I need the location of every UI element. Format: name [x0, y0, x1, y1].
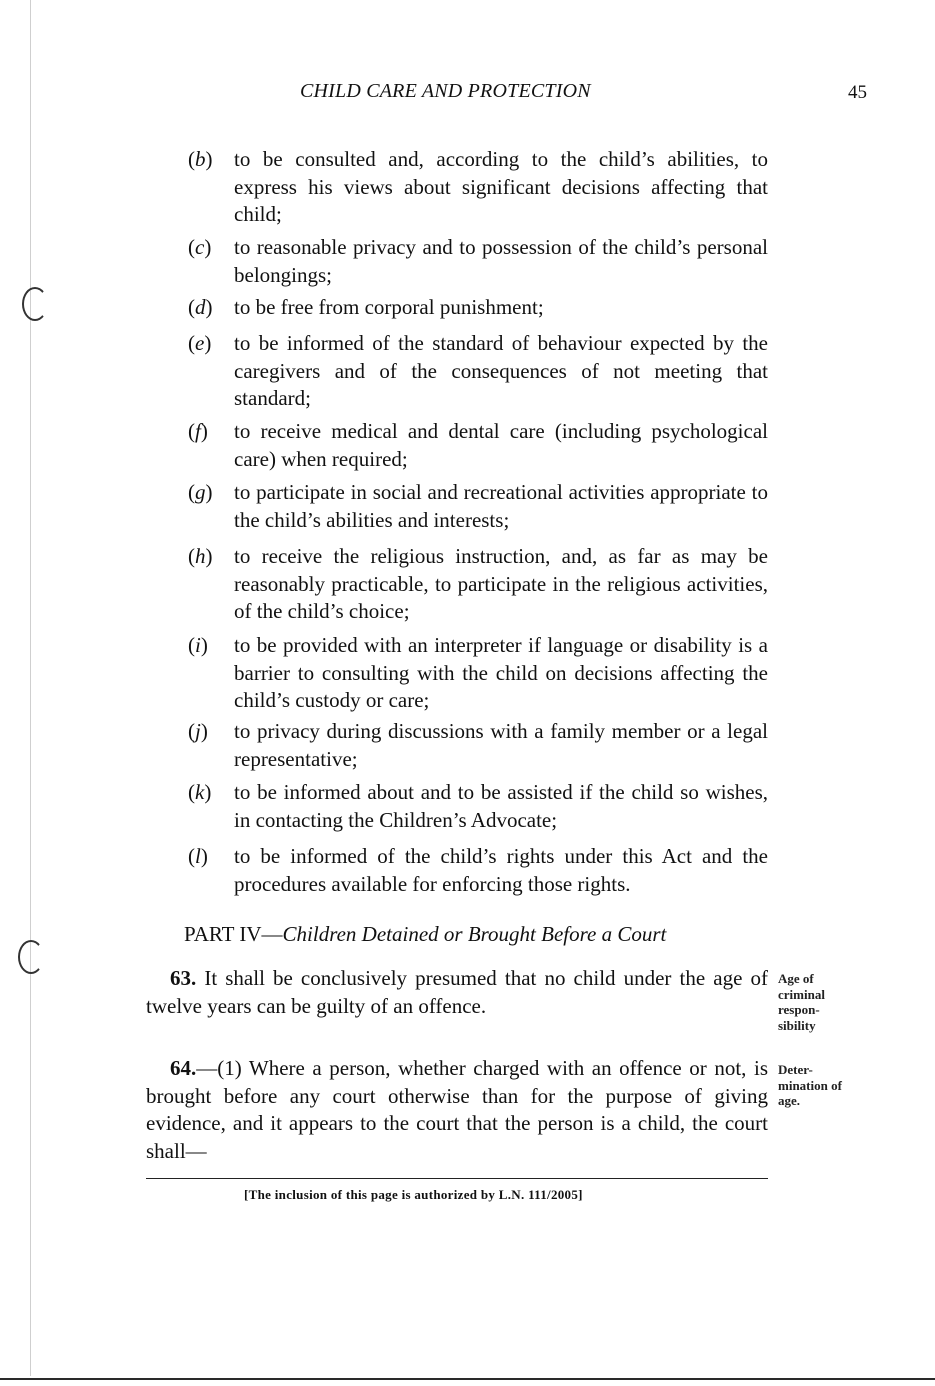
clause-label: (g) [188, 480, 213, 504]
clause-text: to be informed of the standard of behaviour expected by the caregivers and of the consequences of not meeting that standard; [234, 331, 768, 410]
clause-text: to be informed of the child’s rights under this Act and the procedures available for enforcing those rights. [234, 844, 768, 896]
clause-text: to be informed about and to be assisted if the child so wishes, in contacting the Children’s Advocate; [234, 780, 768, 832]
margin-note-age-of-criminal-responsibility: Age of criminal respon-sibility [778, 971, 825, 1033]
section-text: It shall be conclusively presumed that no child under the age of twelve years can be guilty of an offence. [146, 966, 768, 1018]
clause-f [188, 418, 768, 473]
clause-text: to receive the religious instruction, and, as far as may be reasonably practicable, to participate in the religious activities, of the child’s choice; [234, 544, 768, 623]
section-number: 63. [170, 966, 197, 990]
clause-text: to be provided with an interpreter if language or disability is a barrier to consulting with the child on decisions affecting the child’s custody or care; [234, 633, 768, 712]
clause-label: (e) [188, 331, 212, 355]
clause-h [188, 543, 768, 626]
clause-j [188, 718, 768, 773]
section-text: —(1) Where a person, whether charged with an offence or not, is brought before any court otherwise than for the purpose of giving evidence, and it appears to the court that the person is a child, the court shall— [146, 1056, 768, 1163]
clause-label: (k) [188, 780, 212, 804]
clause-c [188, 234, 768, 289]
clause-i [188, 632, 768, 715]
clause-label: (j) [188, 719, 208, 743]
clause-text: to be free from corporal punishment; [234, 295, 544, 319]
clause-label: (f) [188, 419, 208, 443]
clause-text: to privacy during discussions with a family member or a legal representative; [234, 719, 768, 771]
clause-label: (i) [188, 633, 208, 657]
clause-text: to be consulted and, according to the child’s abilities, to express his views about significant decisions affecting that child; [234, 147, 768, 226]
part-number: PART IV [184, 922, 262, 946]
section-64 [146, 1055, 768, 1165]
section-63 [146, 965, 768, 1020]
footer-authorization-note: [The inclusion of this page is authorized by L.N. 111/2005] [244, 1187, 583, 1202]
running-header-title: CHILD CARE AND PROTECTION [300, 80, 591, 102]
clause-label: (l) [188, 844, 208, 868]
clause-k [188, 779, 768, 834]
clause-text: to receive medical and dental care (including psychological care) when required; [234, 419, 768, 471]
punch-hole-mark [22, 287, 48, 321]
clause-label: (h) [188, 544, 213, 568]
page-number: 45 [848, 82, 867, 103]
clause-g [188, 479, 768, 534]
part-heading [184, 922, 666, 947]
part-dash: — [261, 922, 283, 946]
clause-text: to reasonable privacy and to possession of the child’s personal belongings; [234, 235, 768, 287]
part-title: Children Detained or Brought Before a Court [282, 922, 667, 946]
scan-bottom-edge [0, 1378, 935, 1380]
clause-l [188, 843, 768, 898]
scan-edge-line [30, 0, 31, 1376]
clause-b [188, 146, 768, 229]
margin-note-determination-of-age: Deter-mination of age. [778, 1062, 842, 1108]
clause-text: to participate in social and recreational activities appropriate to the child’s abilities and interests; [234, 480, 768, 532]
clause-d [188, 294, 768, 322]
section-number: 64. [170, 1056, 197, 1080]
clause-label: (b) [188, 147, 213, 171]
clause-e [188, 330, 768, 413]
punch-hole-mark [18, 940, 44, 974]
clause-label: (d) [188, 295, 213, 319]
footer-divider [146, 1178, 768, 1179]
clause-label: (c) [188, 235, 212, 259]
